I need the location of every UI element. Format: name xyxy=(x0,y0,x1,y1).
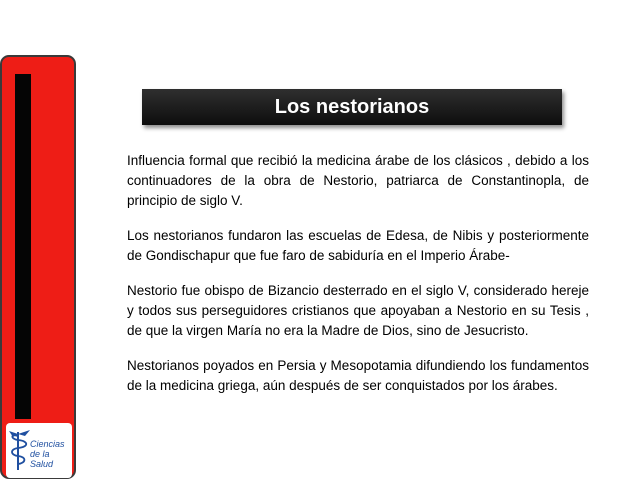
left-sidebar-panel xyxy=(0,55,76,479)
paragraph-3: Nestorio fue obispo de Bizancio desterrado en el siglo V, considerado hereje y todos sus perseguidores cristianos que apoyaban a Nestorio en su Tesis , de que la virgen María no era la Madre de Dios, sino de Jesucristo. xyxy=(127,283,589,338)
paragraph-2: Los nestorianos fundaron las escuelas de Edesa, de Nibis y posteriormente de Gondischapur que fue faro de sabiduría en el Imperio Árabe- xyxy=(127,228,589,263)
caduceus-icon xyxy=(9,428,31,472)
ciencias-salud-logo xyxy=(6,423,72,478)
slide-title: Los nestorianos xyxy=(274,95,430,118)
sidebar-black-bar xyxy=(15,74,31,419)
logo-text xyxy=(30,439,72,469)
slide-title-bar xyxy=(142,89,562,125)
logo-line-1: Ciencias xyxy=(30,439,65,449)
paragraph-4: Nestorianos poyados en Persia y Mesopotamia difundiendo los fundamentos de la medicina griega, aún después de ser conquistados por los árabes. xyxy=(127,358,589,393)
slide-body xyxy=(127,151,589,411)
logo-line-2: de la Salud xyxy=(30,449,54,469)
paragraph-1: Influencia formal que recibió la medicina árabe de los clásicos , debido a los continuadores de la obra de Nestorio, patriarca de Constantinopla, de principio de siglo V. xyxy=(127,153,589,208)
